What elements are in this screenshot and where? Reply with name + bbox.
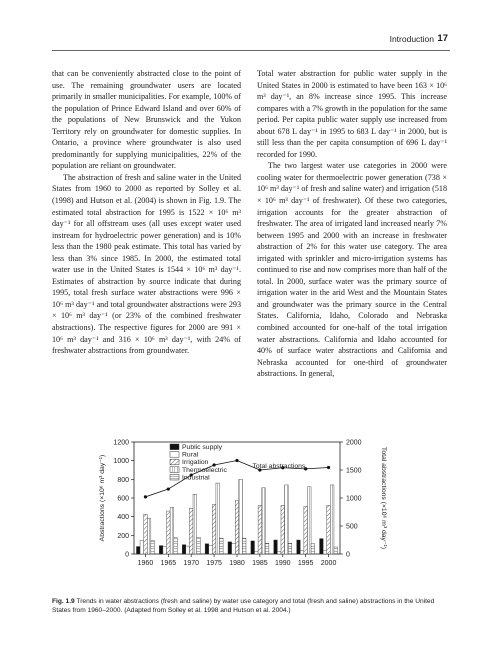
right-tick-label: 0 bbox=[346, 551, 350, 559]
figure-caption bbox=[52, 597, 450, 615]
bar bbox=[205, 544, 209, 554]
left-tick-label: 1200 bbox=[113, 439, 129, 447]
caption-text: Trends in water abstractions (fresh and saline) by water use category and total (fresh and saline) abstractions in the United States from 1960–2000. (Adapted from Solley et al. 1998 and Hutson et al. 2004.) bbox=[52, 598, 435, 614]
legend-swatch bbox=[170, 444, 179, 450]
bar bbox=[167, 511, 171, 554]
x-tick-label: 1985 bbox=[252, 560, 268, 567]
bar bbox=[239, 479, 243, 554]
bar bbox=[163, 547, 167, 554]
bar bbox=[281, 505, 285, 554]
right-text-column bbox=[257, 68, 447, 380]
bar bbox=[189, 508, 193, 554]
legend-label: Industrial bbox=[182, 474, 210, 482]
bar bbox=[323, 551, 327, 554]
paragraph: Total water abstraction for public water supply in the United States in 2000 is estimated to have been 163 × 10⁶ m³ day⁻¹, an 8% increase since 1995. This increase compares with a 7% growth in the population for the same period. Per capita public water supply use increased from about 678 L day⁻¹ in 1995 to 683 L day⁻¹ in 2000, but is still less than the per capita consumption of 696 L day⁻¹ recorded for 1990. bbox=[257, 69, 447, 159]
bar bbox=[251, 541, 255, 554]
x-tick-label: 1990 bbox=[274, 560, 291, 567]
bar bbox=[147, 519, 151, 554]
bar bbox=[136, 547, 140, 554]
bar bbox=[170, 507, 174, 554]
bar bbox=[232, 544, 236, 554]
bar bbox=[307, 487, 311, 554]
bar bbox=[209, 546, 213, 554]
left-tick-label: 0 bbox=[125, 551, 129, 559]
legend-swatch bbox=[170, 459, 179, 465]
bar bbox=[262, 488, 266, 554]
bar bbox=[220, 538, 224, 554]
header-rule bbox=[52, 50, 450, 51]
x-tick-label: 1995 bbox=[297, 560, 314, 567]
x-tick-label: 1975 bbox=[206, 560, 222, 567]
total-line-label: Total abstractions bbox=[252, 463, 306, 470]
left-text-column bbox=[52, 68, 241, 357]
right-axis-label: Total abstractions (×10⁶ m³ day⁻¹) bbox=[380, 446, 387, 550]
bar bbox=[242, 538, 246, 554]
right-tick-label: 1000 bbox=[346, 495, 362, 503]
bar bbox=[228, 542, 232, 554]
x-tick-label: 1965 bbox=[160, 560, 177, 567]
bar bbox=[285, 485, 289, 554]
x-tick-label: 1960 bbox=[137, 560, 154, 567]
paragraph: that can be conveniently abstracted close to the point of use. The remaining groundwater users are located primarily in smaller municipalities. For example, 100% of the population of Prince Edward Island and over 60% of the populations of New Brunswick and the Yukon Territory rely on groundwater for domestic supplies. In Ontario, a province where groundwater is also used predominantly for supplying municipalities, 22% of the population are reliant on groundwater. bbox=[52, 69, 241, 171]
bar bbox=[320, 539, 324, 554]
bar bbox=[330, 485, 334, 554]
total-point bbox=[167, 487, 170, 490]
bar bbox=[159, 546, 163, 554]
bar bbox=[254, 551, 258, 554]
bar bbox=[265, 543, 269, 554]
bar bbox=[182, 545, 186, 554]
total-point bbox=[327, 466, 330, 469]
x-tick-label: 1980 bbox=[229, 560, 245, 567]
bar bbox=[186, 546, 190, 554]
bar bbox=[235, 501, 239, 554]
x-tick-label: 1970 bbox=[183, 560, 200, 567]
bar bbox=[327, 505, 331, 554]
bar bbox=[174, 538, 178, 554]
legend-swatch bbox=[170, 452, 179, 458]
page-number: 17 bbox=[437, 33, 448, 44]
bar bbox=[311, 544, 315, 554]
bar bbox=[140, 540, 144, 554]
legend-label: Irrigation bbox=[182, 459, 209, 467]
right-tick-label: 500 bbox=[346, 523, 358, 531]
left-tick-label: 800 bbox=[117, 476, 129, 484]
legend-swatch bbox=[170, 474, 179, 480]
bar bbox=[288, 543, 292, 554]
paragraph: The abstraction of fresh and saline water in the United States from 1960 to 2000 as reported by Solley et al. (1998) and Hutson et al. (2004) is shown in Fig. 1.9. The estimated total abstraction for 1995 is 1522 × 10⁶ m³ day⁻¹ for all offstream uses (all uses except water used instream for hydroelectric power generation) and is 10% less than the 1980 peak estimate. This total has varied by less than 3% since 1985. In 2000, the estimated total water use in the United States is 1544 × 10⁶ m³ day⁻¹. Estimates of abstraction by source indicate that during 1995, total fresh surface water abstractions were 996 × 10⁶ m³ day⁻¹ and total groundwater abstractions were 293 × 10⁶ m³ day⁻¹ (or 23% of the combined freshwater abstractions). The respective figures for 2000 are 991 × 10⁶ m³ day⁻¹ and 316 × 10⁶ m³ day⁻¹, with 24% of freshwater abstractions from groundwater. bbox=[52, 172, 241, 356]
x-tick-label: 2000 bbox=[320, 560, 337, 567]
bar bbox=[277, 551, 281, 554]
bar bbox=[258, 505, 262, 554]
bar bbox=[304, 506, 308, 554]
bar bbox=[212, 505, 216, 554]
bar bbox=[334, 547, 338, 554]
figure-chart bbox=[52, 430, 452, 594]
left-tick-label: 600 bbox=[117, 495, 129, 503]
bar bbox=[216, 483, 220, 554]
legend-label: Rural bbox=[182, 451, 199, 459]
bar bbox=[193, 494, 197, 554]
bar bbox=[300, 551, 304, 554]
right-tick-label: 2000 bbox=[346, 439, 362, 447]
total-point bbox=[235, 459, 238, 462]
bar bbox=[151, 540, 155, 554]
bar bbox=[197, 537, 201, 554]
left-tick-label: 200 bbox=[117, 532, 129, 540]
bar bbox=[297, 540, 301, 554]
total-point bbox=[144, 495, 147, 498]
caption-label: Fig. 1.9 bbox=[52, 598, 75, 605]
paragraph: The two largest water use categories in 2000 were cooling water for thermoelectric power generation (738 × 10⁶ m³ day⁻¹ of fresh and saline water) and irrigation (518 × 10⁶ m³ day⁻¹ of freshwater). Of these two categories, irrigation accounts for the greater abstraction of freshwater. The area of irrigated land increased nearly 7% between 1995 and 2000 with an increase in freshwater abstraction of 2% for this water use category. The area irrigated with sprinkler and micro-irrigation systems has continued to rise and now comprises more than half of the total. In 2000, surface water was the primary source of irrigation water in the arid West and the Mountain States and groundwater was the primary source in the Central States. California, Idaho, Colorado and Nebraska combined accounted for one-half of the total irrigation water abstractions. California and Idaho accounted for 40% of surface water abstractions and California and Nebraska accounted for one-third of groundwater abstractions. In general, bbox=[257, 161, 447, 379]
left-tick-label: 400 bbox=[117, 514, 129, 522]
left-axis-label: Abstractions (×10⁶ m³ day⁻¹) bbox=[99, 454, 106, 542]
right-tick-label: 1500 bbox=[346, 467, 362, 475]
bar bbox=[144, 514, 148, 554]
legend-label: Public supply bbox=[182, 444, 223, 451]
legend-swatch bbox=[170, 467, 179, 473]
running-head: Introduction bbox=[389, 34, 434, 44]
chart-svg bbox=[52, 430, 452, 594]
legend-label: Thermoelectric bbox=[182, 466, 227, 474]
bar bbox=[274, 540, 278, 554]
left-tick-label: 1000 bbox=[113, 458, 129, 466]
